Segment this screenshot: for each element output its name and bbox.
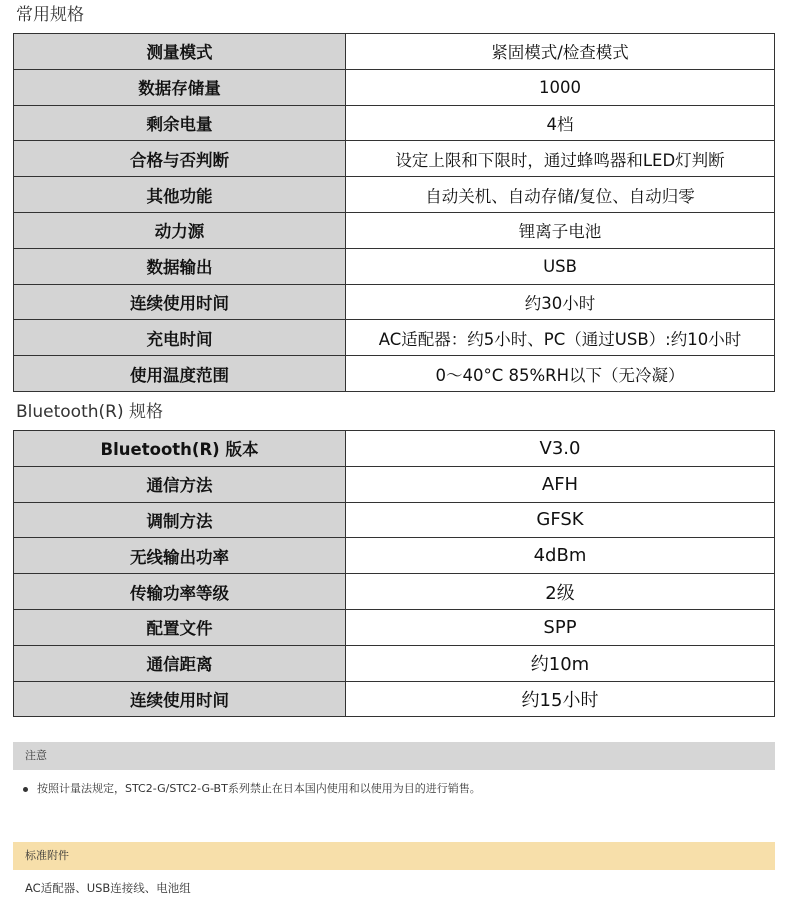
spec-label: 通信方法 <box>14 466 346 502</box>
spec-value: 1000 <box>346 69 775 105</box>
spec-label: 调制方法 <box>14 502 346 538</box>
spec-label: 连续使用时间 <box>14 284 346 320</box>
spec-value: 紧固模式/检查模式 <box>346 34 775 70</box>
table-row <box>14 431 775 467</box>
table-row <box>14 609 775 645</box>
bluetooth-spec-table <box>13 430 775 717</box>
section-title-bluetooth: Bluetooth(R) 规格 <box>16 402 164 422</box>
spec-value: 4档 <box>346 105 775 141</box>
spec-value: AC适配器：约5小时、PC（通过USB）:约10小时 <box>346 320 775 356</box>
section-title-general: 常用规格 <box>16 5 84 25</box>
spec-value: SPP <box>346 609 775 645</box>
table-row <box>14 320 775 356</box>
spec-value: 4dBm <box>346 538 775 574</box>
spec-value: V3.0 <box>346 431 775 467</box>
spec-label: 通信距离 <box>14 645 346 681</box>
table-row <box>14 502 775 538</box>
table-row <box>14 284 775 320</box>
spec-label: 其他功能 <box>14 177 346 213</box>
spec-label: 传输功率等级 <box>14 574 346 610</box>
spec-label: 动力源 <box>14 212 346 248</box>
accessories-header: 标准附件 <box>13 842 775 870</box>
spec-value: 约15小时 <box>346 681 775 717</box>
table-row <box>14 69 775 105</box>
spec-value: AFH <box>346 466 775 502</box>
spec-value: USB <box>346 248 775 284</box>
table-row <box>14 141 775 177</box>
spec-value: 约10m <box>346 645 775 681</box>
spec-value: 约30小时 <box>346 284 775 320</box>
spec-value: 锂离子电池 <box>346 212 775 248</box>
spec-label: 无线输出功率 <box>14 538 346 574</box>
spec-label: Bluetooth(R) 版本 <box>14 431 346 467</box>
table-row <box>14 212 775 248</box>
table-row <box>14 538 775 574</box>
spec-label: 测量模式 <box>14 34 346 70</box>
table-row <box>14 466 775 502</box>
spec-label: 数据存储量 <box>14 69 346 105</box>
spec-label: 合格与否判断 <box>14 141 346 177</box>
spec-label: 连续使用时间 <box>14 681 346 717</box>
spec-value: GFSK <box>346 502 775 538</box>
spec-value: 0～40°C 85%RH以下（无冷凝） <box>346 356 775 392</box>
table-row <box>14 356 775 392</box>
note-item <box>23 781 481 797</box>
accessories-text: AC适配器、USB连接线、电池组 <box>25 881 191 895</box>
table-row <box>14 645 775 681</box>
notes-header: 注意 <box>13 742 775 770</box>
table-row <box>14 34 775 70</box>
table-row <box>14 177 775 213</box>
spec-value: 设定上限和下限时，通过蜂鸣器和LED灯判断 <box>346 141 775 177</box>
notes-list <box>23 781 481 797</box>
table-row <box>14 105 775 141</box>
spec-label: 充电时间 <box>14 320 346 356</box>
table-row <box>14 681 775 717</box>
bullet-icon <box>23 787 28 792</box>
spec-value: 2级 <box>346 574 775 610</box>
spec-label: 使用温度范围 <box>14 356 346 392</box>
spec-label: 数据输出 <box>14 248 346 284</box>
table-row <box>14 574 775 610</box>
table-row <box>14 248 775 284</box>
spec-value: 自动关机、自动存储/复位、自动归零 <box>346 177 775 213</box>
note-text: 按照计量法规定，STC2-G/STC2-G-BT系列禁止在日本国内使用和以使用为目的进行销售。 <box>37 782 481 795</box>
spec-label: 配置文件 <box>14 609 346 645</box>
spec-label: 剩余电量 <box>14 105 346 141</box>
general-spec-table <box>13 33 775 392</box>
